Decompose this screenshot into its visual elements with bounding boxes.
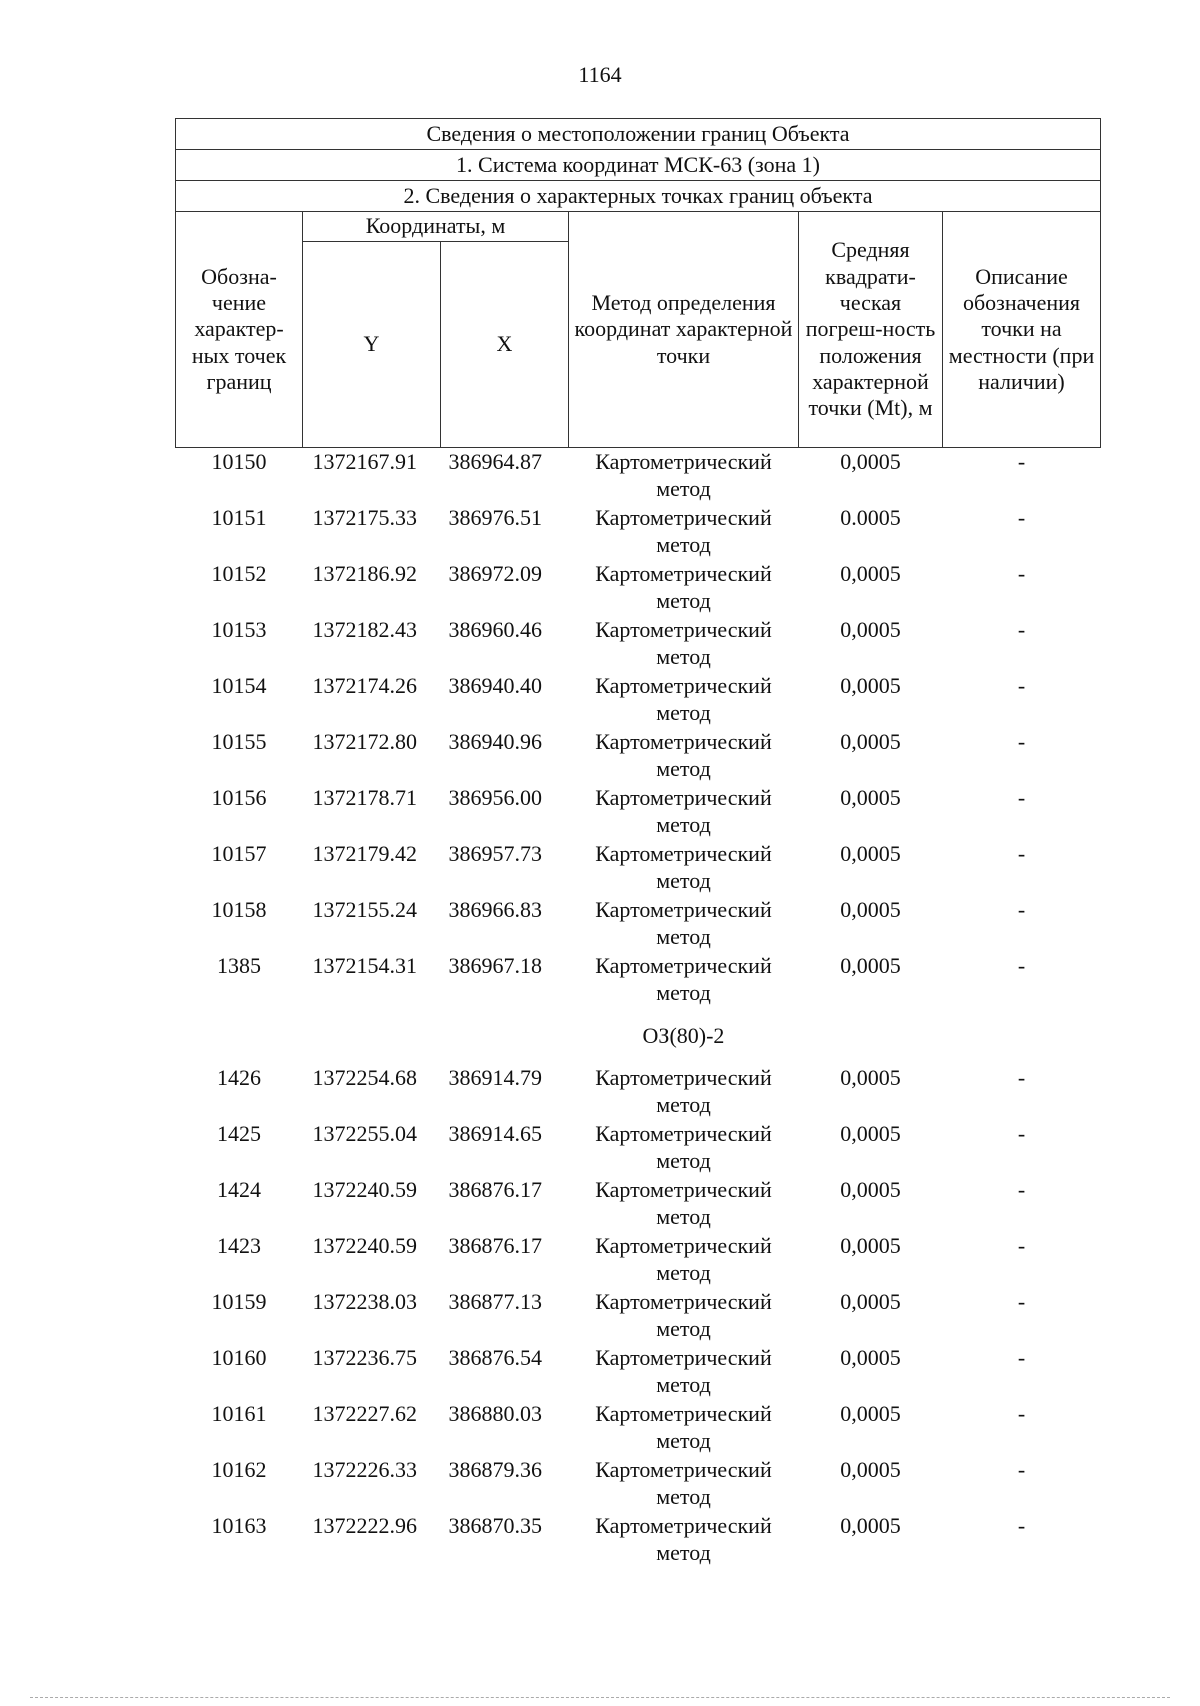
- method: Картометрический метод: [595, 953, 772, 1005]
- coordinate-x: 386940.96: [448, 729, 542, 754]
- point-designation: 10161: [211, 1401, 267, 1426]
- point-description: -: [1017, 729, 1026, 754]
- mean-square-error: 0,0005: [840, 673, 901, 698]
- table-row: [176, 896, 1101, 952]
- mean-square-error: 0,0005: [840, 617, 901, 642]
- coordinate-y: 1372226.33: [312, 1457, 417, 1482]
- coordinate-x: 386914.65: [448, 1121, 542, 1146]
- boundary-points-table: [175, 118, 1101, 1568]
- coordinate-x: 386976.51: [448, 505, 542, 530]
- coordinate-y: 1372182.43: [312, 617, 417, 642]
- point-description: -: [1017, 953, 1026, 978]
- table-row: [176, 1344, 1101, 1400]
- point-description: -: [1017, 673, 1026, 698]
- point-description: -: [1017, 841, 1026, 866]
- table-row: [176, 1232, 1101, 1288]
- mean-square-error: 0,0005: [840, 1233, 901, 1258]
- table-row: [176, 952, 1101, 1008]
- method: Картометрический метод: [595, 1457, 772, 1509]
- method: Картометрический метод: [595, 1289, 772, 1341]
- header-y: Y: [303, 242, 441, 448]
- table-row: [176, 1400, 1101, 1456]
- coordinate-x: 386914.79: [448, 1065, 542, 1090]
- method: Картометрический метод: [595, 505, 772, 557]
- coordinate-x: 386964.87: [448, 449, 542, 474]
- point-designation: 1425: [217, 1121, 261, 1146]
- point-designation: 1423: [217, 1233, 261, 1258]
- coordinate-x: 386877.13: [448, 1289, 542, 1314]
- table-row: [176, 728, 1101, 784]
- mean-square-error: 0,0005: [840, 841, 901, 866]
- point-description: -: [1017, 1289, 1026, 1314]
- point-description: -: [1017, 897, 1026, 922]
- point-designation: 10159: [211, 1289, 267, 1314]
- method: Картометрический метод: [595, 729, 772, 781]
- point-description: -: [1017, 1401, 1026, 1426]
- header-point-designation: Обозна-чение характер-ных точек границ: [176, 212, 303, 448]
- point-designation: 10151: [211, 505, 267, 530]
- point-designation: 10153: [211, 617, 267, 642]
- point-designation: 1424: [217, 1177, 261, 1202]
- mean-square-error: 0,0005: [840, 953, 901, 978]
- table-body-group-2: [176, 1064, 1101, 1568]
- method: Картометрический метод: [595, 617, 772, 669]
- table-header: [176, 119, 1101, 448]
- coordinate-y: 1372178.71: [312, 785, 417, 810]
- header-method: Метод определения координат характерной точки: [569, 212, 799, 448]
- table-row: [176, 448, 1101, 505]
- coordinate-y: 1372175.33: [312, 505, 417, 530]
- page-number: 1164: [578, 62, 622, 87]
- point-designation: 10158: [211, 897, 267, 922]
- table-row: [176, 840, 1101, 896]
- coordinate-y: 1372172.80: [312, 729, 417, 754]
- header-description: Описание обозначения точки на местности (при наличии): [943, 212, 1101, 448]
- method: Картометрический метод: [595, 1121, 772, 1173]
- mean-square-error: 0,0005: [840, 1345, 901, 1370]
- point-description: -: [1017, 1065, 1026, 1090]
- coordinate-x: 386879.36: [448, 1457, 542, 1482]
- coordinate-y: 1372179.42: [312, 841, 417, 866]
- point-designation: 10163: [211, 1513, 267, 1538]
- mean-square-error: 0,0005: [840, 785, 901, 810]
- table-row: [176, 1288, 1101, 1344]
- coordinate-x: 386960.46: [448, 617, 542, 642]
- mean-square-error: 0,0005: [840, 449, 901, 474]
- point-designation: 1426: [217, 1065, 261, 1090]
- point-description: -: [1017, 1457, 1026, 1482]
- method: Картометрический метод: [595, 841, 772, 893]
- coordinate-x: 386940.40: [448, 673, 542, 698]
- coordinate-x: 386876.17: [448, 1233, 542, 1258]
- point-description: -: [1017, 1513, 1026, 1538]
- method: Картометрический метод: [595, 673, 772, 725]
- mean-square-error: 0,0005: [840, 729, 901, 754]
- coordinate-x: 386966.83: [448, 897, 542, 922]
- mean-square-error: 0,0005: [840, 1121, 901, 1146]
- table-title: Сведения о местоположении границ Объекта: [176, 119, 1101, 150]
- point-designation: 10157: [211, 841, 267, 866]
- table-row: [176, 1512, 1101, 1568]
- point-description: -: [1017, 1177, 1026, 1202]
- header-coordinates: Координаты, м: [303, 212, 569, 242]
- method: Картометрический метод: [595, 1233, 772, 1285]
- section-label: ОЗ(80)-2: [642, 1023, 725, 1048]
- coordinate-y: 1372154.31: [312, 953, 417, 978]
- method: Картометрический метод: [595, 1065, 772, 1117]
- coordinate-x: 386972.09: [448, 561, 542, 586]
- point-description: -: [1017, 1345, 1026, 1370]
- point-description: -: [1017, 449, 1026, 474]
- mean-square-error: 0,0005: [840, 1401, 901, 1426]
- coordinate-y: 1372240.59: [312, 1233, 417, 1258]
- point-designation: 10150: [211, 449, 267, 474]
- table-row: [176, 504, 1101, 560]
- point-designation: 1385: [217, 953, 261, 978]
- section-divider: [176, 1008, 1101, 1064]
- mean-square-error: 0,0005: [840, 1065, 901, 1090]
- point-designation: 10154: [211, 673, 267, 698]
- mean-square-error: 0,0005: [840, 1457, 901, 1482]
- points-section-title: 2. Сведения о характерных точках границ объекта: [176, 181, 1101, 212]
- method: Картометрический метод: [595, 561, 772, 613]
- coordinate-y: 1372222.96: [312, 1513, 417, 1538]
- coordinate-x: 386957.73: [448, 841, 542, 866]
- method: Картометрический метод: [595, 897, 772, 949]
- mean-square-error: 0,0005: [840, 897, 901, 922]
- table-row: [176, 672, 1101, 728]
- coordinate-x: 386870.35: [448, 1513, 542, 1538]
- mean-square-error: 0,0005: [840, 1177, 901, 1202]
- table-row: [176, 1456, 1101, 1512]
- table-row: [176, 784, 1101, 840]
- method: Картометрический метод: [595, 1401, 772, 1453]
- method: Картометрический метод: [595, 785, 772, 837]
- point-description: -: [1017, 1121, 1026, 1146]
- point-designation: 10156: [211, 785, 267, 810]
- point-designation: 10152: [211, 561, 267, 586]
- table-row: [176, 1064, 1101, 1120]
- coordinate-x: 386876.17: [448, 1177, 542, 1202]
- coordinate-y: 1372254.68: [312, 1065, 417, 1090]
- coordinate-x: 386967.18: [448, 953, 542, 978]
- coordinate-y: 1372240.59: [312, 1177, 417, 1202]
- header-x: X: [441, 242, 569, 448]
- page-bottom-edge: [30, 1697, 1170, 1698]
- point-designation: 10155: [211, 729, 267, 754]
- coordinate-y: 1372238.03: [312, 1289, 417, 1314]
- coordinate-y: 1372236.75: [312, 1345, 417, 1370]
- coordinate-x: 386880.03: [448, 1401, 542, 1426]
- method: Картометрический метод: [595, 1345, 772, 1397]
- table-body-group-1: [176, 448, 1101, 1009]
- point-designation: 10160: [211, 1345, 267, 1370]
- coordinate-x: 386876.54: [448, 1345, 542, 1370]
- table-row: [176, 560, 1101, 616]
- point-description: -: [1017, 1233, 1026, 1258]
- point-description: -: [1017, 505, 1026, 530]
- mean-square-error: 0,0005: [840, 1513, 901, 1538]
- mean-square-error: 0,0005: [840, 1289, 901, 1314]
- mean-square-error: 0,0005: [840, 561, 901, 586]
- point-description: -: [1017, 617, 1026, 642]
- header-mean-square-error: Средняя квадрати-ческая погреш-ность положения характерной точки (Mt), м: [799, 212, 943, 448]
- coordinate-y: 1372155.24: [312, 897, 417, 922]
- coordinate-y: 1372186.92: [312, 561, 417, 586]
- method: Картометрический метод: [595, 1513, 772, 1565]
- coordinate-y: 1372174.26: [312, 673, 417, 698]
- table-row: [176, 1120, 1101, 1176]
- coordinate-y: 1372227.62: [312, 1401, 417, 1426]
- coordinate-x: 386956.00: [448, 785, 542, 810]
- coordinate-y: 1372167.91: [312, 449, 417, 474]
- coordinate-y: 1372255.04: [312, 1121, 417, 1146]
- mean-square-error: 0.0005: [840, 505, 901, 530]
- point-designation: 10162: [211, 1457, 267, 1482]
- method: Картометрический метод: [595, 1177, 772, 1229]
- coordinate-system-title: 1. Система координат МСК-63 (зона 1): [176, 150, 1101, 181]
- table-row: [176, 1176, 1101, 1232]
- point-description: -: [1017, 561, 1026, 586]
- method: Картометрический метод: [595, 449, 772, 501]
- table-row: [176, 616, 1101, 672]
- point-description: -: [1017, 785, 1026, 810]
